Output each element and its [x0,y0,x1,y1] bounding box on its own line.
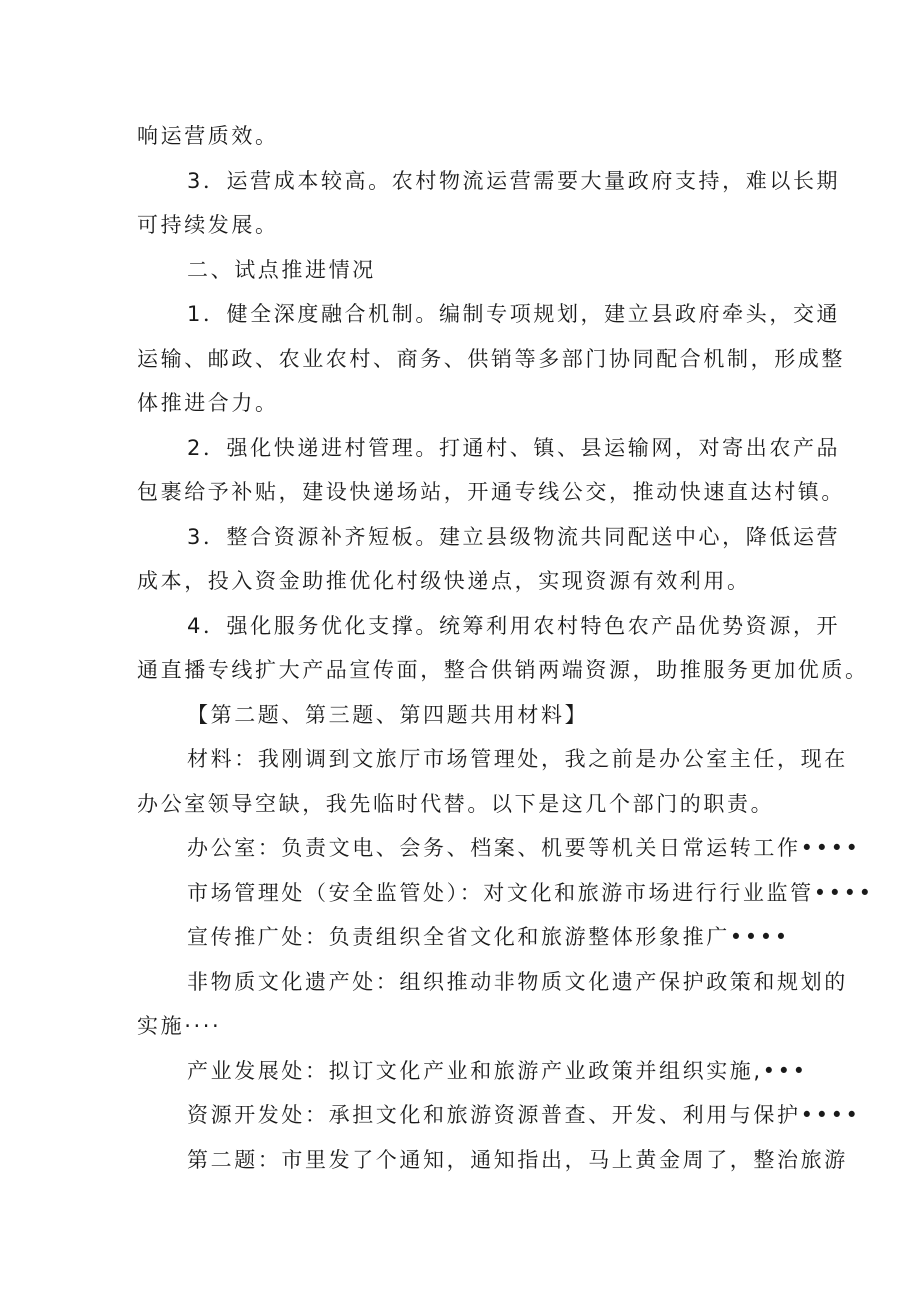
text-line: 成本，投入资金助推优化村级快递点，实现资源有效利用。 [137,569,751,593]
text-line: 2．强化快递进村管理。打通村、镇、县运输网，对寄出农产品 [187,436,841,460]
material-heading: 【第二题、第三题、第四题共用材料】 [187,703,589,727]
text-line: 4．强化服务优化支撑。统筹利用农村特色农产品优势资源，开 [187,614,841,638]
section-heading: 二、试点推进情况 [187,258,376,282]
text-line: 体推进合力。 [137,391,279,415]
text-line: 实施···· [137,1014,222,1038]
text-line: 通直播专线扩大产品宣传面，整合供销两端资源，助推服务更加优质。 [137,658,869,682]
text-line: 材料：我刚调到文旅厅市场管理处，我之前是办公室主任，现在 [187,747,848,771]
text-line: 产业发展处：拟订文化产业和旅游产业政策并组织实施,••• [187,1059,808,1083]
text-line: 办公室领导空缺，我先临时代替。以下是这几个部门的职责。 [137,792,775,816]
text-line: 市场管理处（安全监管处）：对文化和旅游市场进行行业监管•••• [187,881,874,905]
text-line: 第二题：市里发了个通知，通知指出，马上黄金周了，整治旅游 [187,1148,848,1172]
text-line: 运输、邮政、农业农村、商务、供销等多部门协同配合机制，形成整 [137,347,845,371]
text-line: 1．健全深度融合机制。编制专项规划，建立县政府牵头，交通 [187,302,841,326]
text-line: 非物质文化遗产处：组织推动非物质文化遗产保护政策和规划的 [187,970,848,994]
text-line: 可持续发展。 [137,213,279,237]
text-line: 包裹给予补贴，建设快递场站，开通专线公交，推动快速直达村镇。 [137,480,845,504]
text-line: 3．运营成本较高。农村物流运营需要大量政府支持，难以长期 [187,169,841,193]
text-line: 3．整合资源补齐短板。建立县级物流共同配送中心，降低运营 [187,525,841,549]
text-line: 响运营质效。 [137,124,279,148]
text-line: 资源开发处：承担文化和旅游资源普查、开发、利用与保护•••• [187,1103,861,1127]
text-line: 办公室：负责文电、会务、档案、机要等机关日常运转工作•••• [187,836,861,860]
text-line: 宣传推广处：负责组织全省文化和旅游整体形象推广•••• [187,925,790,949]
